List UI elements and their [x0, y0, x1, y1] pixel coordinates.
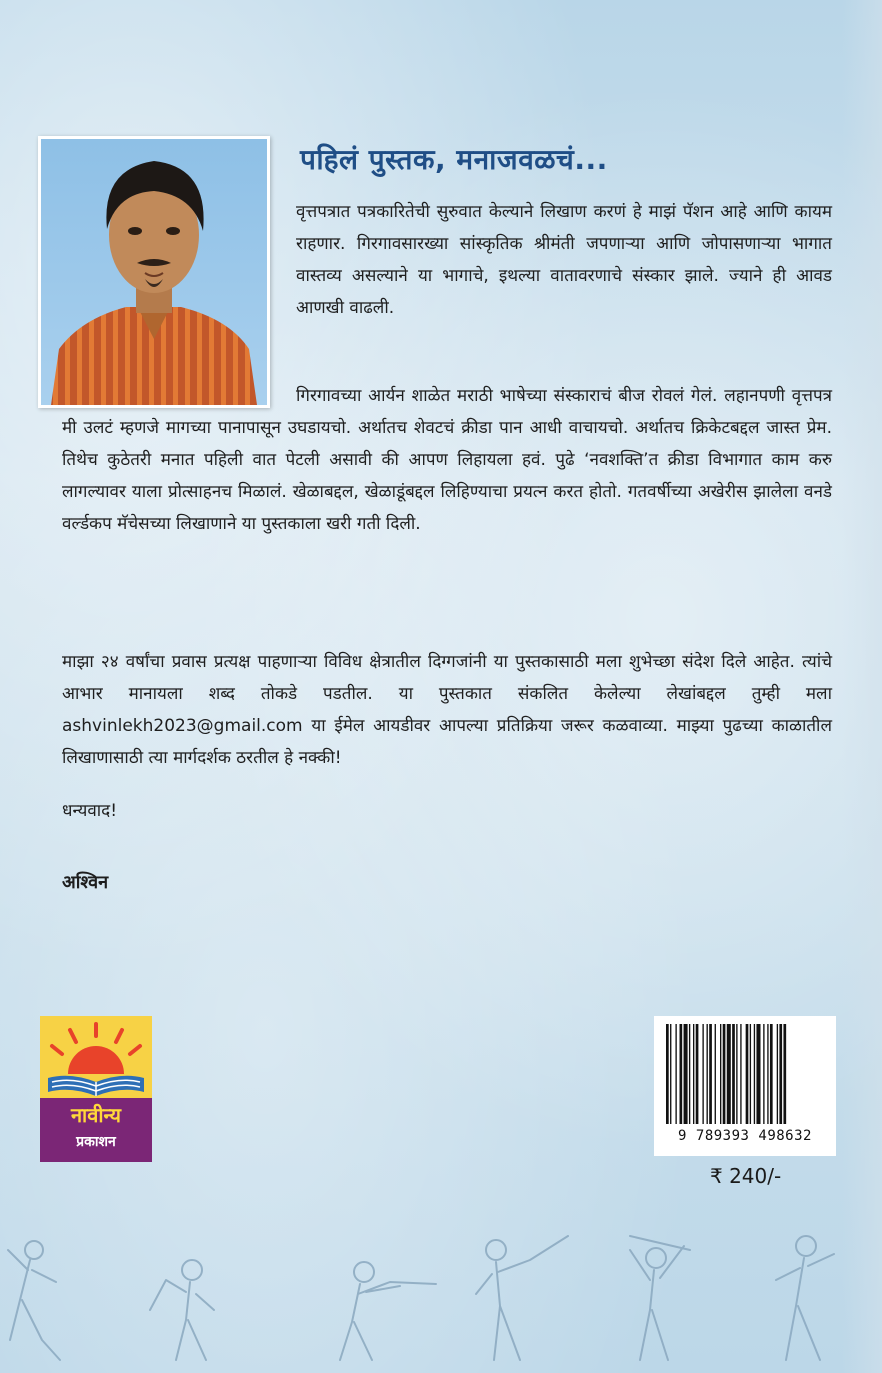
- paragraph-3: माझा २४ वर्षांचा प्रवास प्रत्यक्ष पाहणाऱ्या विविध क्षेत्रातील दिग्गजांनी या पुस्तकासाठी मला शुभेच्छा संदेश दिले आहेत. त्यांचे आभार मानायला शब्द तोकडे पडतील. या पुस्तकात संकलित केलेल्या लेखांबद्दल तुम्ही मला ashvinlekh2023@gmail.com या ईमेल आयडीवर आपल्या प्रतिक्रिया जरूर कळवाव्या. माझ्या पुढच्या काळातील लिखाणासाठी त्या मार्गदर्शक ठरतील हे नक्की!: [62, 652, 832, 768]
- barcode-bar: [696, 1024, 699, 1124]
- barcode-bar: [736, 1024, 737, 1124]
- thanks-text: धन्यवाद!: [62, 801, 118, 821]
- author-portrait-icon: [41, 139, 267, 405]
- barcode-bar: [675, 1024, 676, 1124]
- barcode-bar: [715, 1024, 716, 1124]
- barcode-bar: [723, 1024, 726, 1124]
- isbn-number: 9 789393 498632: [678, 1128, 812, 1144]
- publisher-name: नावीन्य: [70, 1103, 122, 1127]
- author-signature: अश्विन: [62, 872, 109, 893]
- barcode-bar: [709, 1024, 712, 1124]
- publisher-subtitle: प्रकाशन: [76, 1134, 116, 1150]
- barcode-bar: [684, 1024, 688, 1124]
- barcode-bar: [779, 1024, 782, 1124]
- publisher-logo: [40, 1016, 152, 1162]
- barcode-bar: [702, 1024, 703, 1124]
- barcode-bar: [680, 1024, 683, 1124]
- barcode-bar: [707, 1024, 708, 1124]
- cricket-players-illustration: [0, 1210, 882, 1373]
- barcode-bar: [689, 1024, 690, 1124]
- price-label: ₹ 240/-: [710, 1164, 782, 1188]
- barcode-bar: [750, 1024, 751, 1124]
- barcode-bar: [783, 1024, 786, 1124]
- barcode: [654, 1016, 836, 1156]
- barcode-bar: [746, 1024, 749, 1124]
- barcode-bar: [727, 1024, 731, 1124]
- barcode-bar: [756, 1024, 760, 1124]
- page-title: पहिलं पुस्तक, मनाजवळचं...: [300, 143, 608, 176]
- barcode-bar: [767, 1024, 768, 1124]
- barcode-bar: [770, 1024, 773, 1124]
- author-photo: [38, 136, 270, 408]
- barcode-bar: [666, 1024, 669, 1124]
- barcode-bar: [763, 1024, 764, 1124]
- barcode-bar: [720, 1024, 721, 1124]
- sun-book-icon: [40, 1016, 152, 1102]
- paragraph-1: वृत्तपत्रात पत्रकारितेची सुरुवात केल्याने लिखाण करणं हे माझं पॅशन आहे आणि कायम राहणार. गिरगावसारख्या सांस्कृतिक श्रीमंती जपणाऱ्या आणि जोपासणाऱ्या भागात वास्तव्य असल्याने या भागाचे, इथल्या वातावरणाचे संस्कार झाले. ज्याने ही आवड आणखी वाढली.: [296, 202, 832, 318]
- barcode-bar: [732, 1024, 735, 1124]
- barcode-bar: [670, 1024, 671, 1124]
- paragraph-2: गिरगावच्या आर्यन शाळेत मराठी भाषेच्या संस्काराचं बीज रोवलं गेलं. लहानपणी वृत्तपत्र मी उलटं म्हणजे मागच्या पानापासून उघडायचो. अर्थातच शेवटचं क्रीडा पान आधी वाचायचो. अर्थातच क्रिकेटबद्दल जास्त प्रेम. तिथेच कुठेतरी मनात पहिली वात पेटली असावी की आपण लिहायला हवं. पुढे ‘नवशक्ति’त क्रीडा विभागात काम करु लागल्यावर याला प्रोत्साहनच मिळालं. खेळाबद्दल, खेळाडूंबद्दल लिहिण्याचा प्रयत्न करत होतो. गतवर्षीच्या अखेरीस झालेला वनडे वर्ल्डकप मॅचेसच्या लिखाणाने या पुस्तकाला खरी गती दिली.: [62, 386, 832, 534]
- barcode-bar: [754, 1024, 755, 1124]
- barcode-bar: [777, 1024, 778, 1124]
- barcode-bar: [693, 1024, 694, 1124]
- isbn-barcode-icon: [664, 1024, 826, 1126]
- barcode-bar: [740, 1024, 741, 1124]
